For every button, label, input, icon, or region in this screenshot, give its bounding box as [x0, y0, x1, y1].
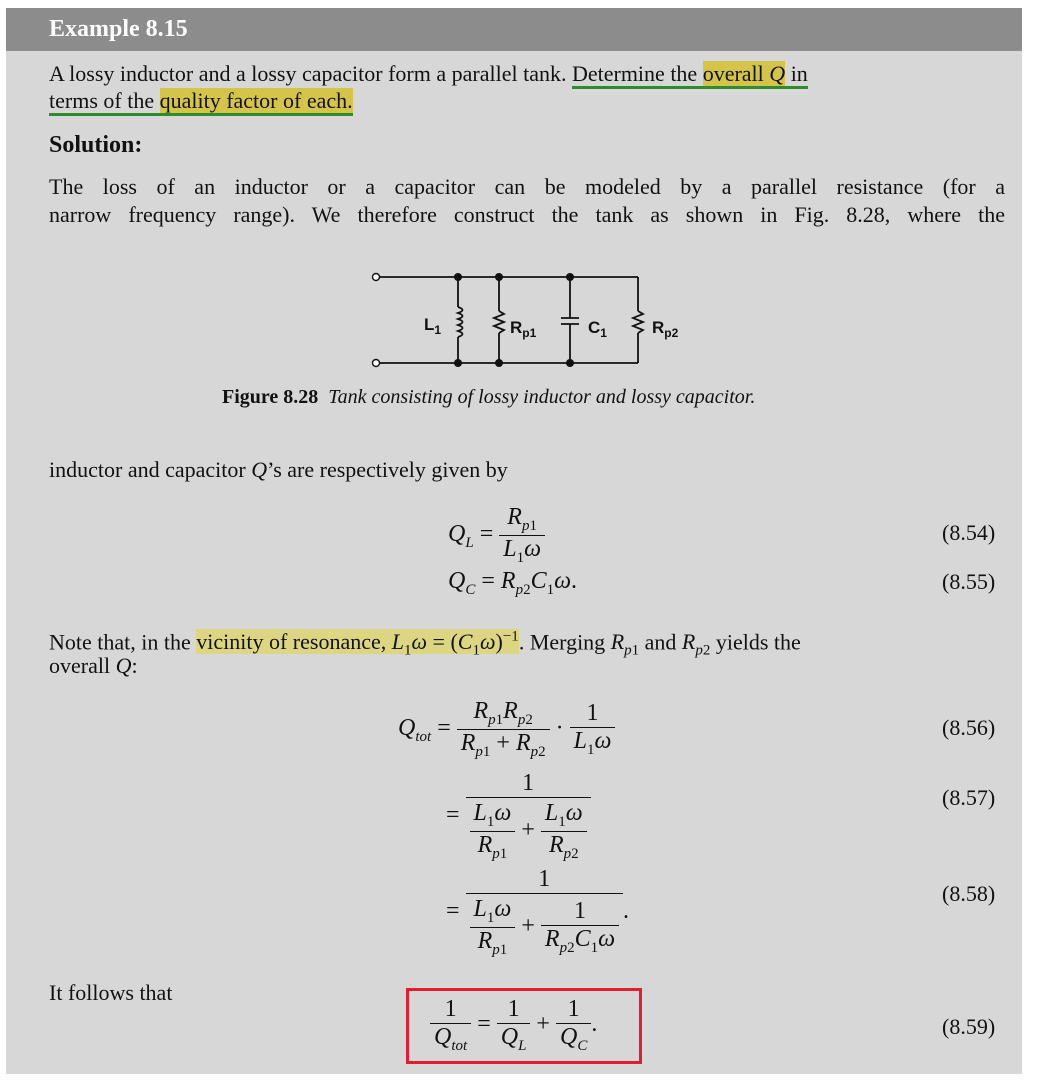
para4: It follows that — [49, 980, 173, 1005]
highlight-overall-q: overall Q — [702, 61, 786, 86]
example-box — [6, 8, 1022, 1074]
para2: inductor and capacitor Q’s are respectively given by — [49, 457, 508, 482]
figure-caption — [222, 386, 755, 409]
label-l1: $L_1$ — [424, 315, 442, 337]
equation-8-55: $Q_C = R_{p2}C_1\omega$. — [448, 568, 578, 598]
tank-circuit-diagram — [364, 263, 704, 373]
underline-terms: terms of the quality factor of each. — [49, 88, 353, 116]
equation-8-56: $Q_{tot}$ = $\frac{R_{p1}R_{p2}}{R_{p1} + R_{p2}}$ · $\frac{1}{L_1\omega}$ — [398, 698, 615, 761]
terminal-bottom — [373, 360, 380, 367]
figure-label: Figure 8.28 — [222, 386, 319, 408]
problem-line-2 — [49, 87, 353, 114]
solution-heading: Solution: — [49, 132, 143, 158]
para3-line-1: Note that, in the vicinity of resonance, $L_1\omega = (C_1\omega)^{-1}$. Merging $R_{p1}$ and $R_{p2}$ yields the — [49, 629, 801, 659]
underline-determine: Determine the overall Q in — [572, 61, 808, 89]
example-title: Example 8.15 — [49, 16, 188, 42]
label-c1: $C_1$ — [588, 318, 607, 340]
highlight-vicinity-resonance: vicinity of resonance, $L_1\omega = (C_1\omega)^{-1}$ — [196, 629, 519, 659]
highlight-quality-factor: quality factor of each. — [159, 88, 353, 113]
para1-line-1: The loss of an inductor or a capacitor can be modeled by a parallel resistance (for a — [49, 174, 1005, 199]
equation-number-8-55: (8.55) — [942, 569, 996, 594]
terminal-top — [373, 274, 380, 281]
equation-number-8-54: (8.54) — [942, 520, 996, 545]
equation-number-8-59: (8.59) — [942, 1014, 996, 1039]
label-rp2: $R_{p2}$ — [652, 318, 679, 340]
equation-8-58: = 1 $\frac{L_1\omega}{R_{p1}}$ + $\frac{1}{R_{p2}C_1\omega}$ . — [446, 866, 630, 958]
example-header — [6, 8, 1022, 51]
equation-8-59: $\frac{1}{Q_{tot}}$ = $\frac{1}{Q_L}$ + $\frac{1}{Q_C}$ . — [430, 996, 597, 1055]
equation-number-8-56: (8.56) — [942, 715, 996, 740]
label-rp1: $R_{p1}$ — [510, 318, 537, 340]
equation-8-54: $Q_L$ = $\frac{R_{p1}}{L_1\omega}$ — [448, 504, 545, 567]
figure-caption-text: Tank consisting of lossy inductor and lossy capacitor. — [328, 386, 756, 408]
problem-line-1: A lossy inductor and a lossy capacitor form a parallel tank. Determine the overall Q in — [49, 60, 808, 87]
equation-8-57: = 1 $\frac{L_1\omega}{R_{p1}}$ + $\frac{L_1\omega}{R_{p2}}$ — [446, 770, 591, 863]
para1-line-2: narrow frequency range). We therefore construct the tank as shown in Fig. 8.28, where the — [49, 202, 1005, 227]
equation-number-8-58: (8.58) — [942, 881, 996, 906]
para3-line-2: overall Q: — [49, 653, 138, 678]
equation-number-8-57: (8.57) — [942, 785, 996, 810]
